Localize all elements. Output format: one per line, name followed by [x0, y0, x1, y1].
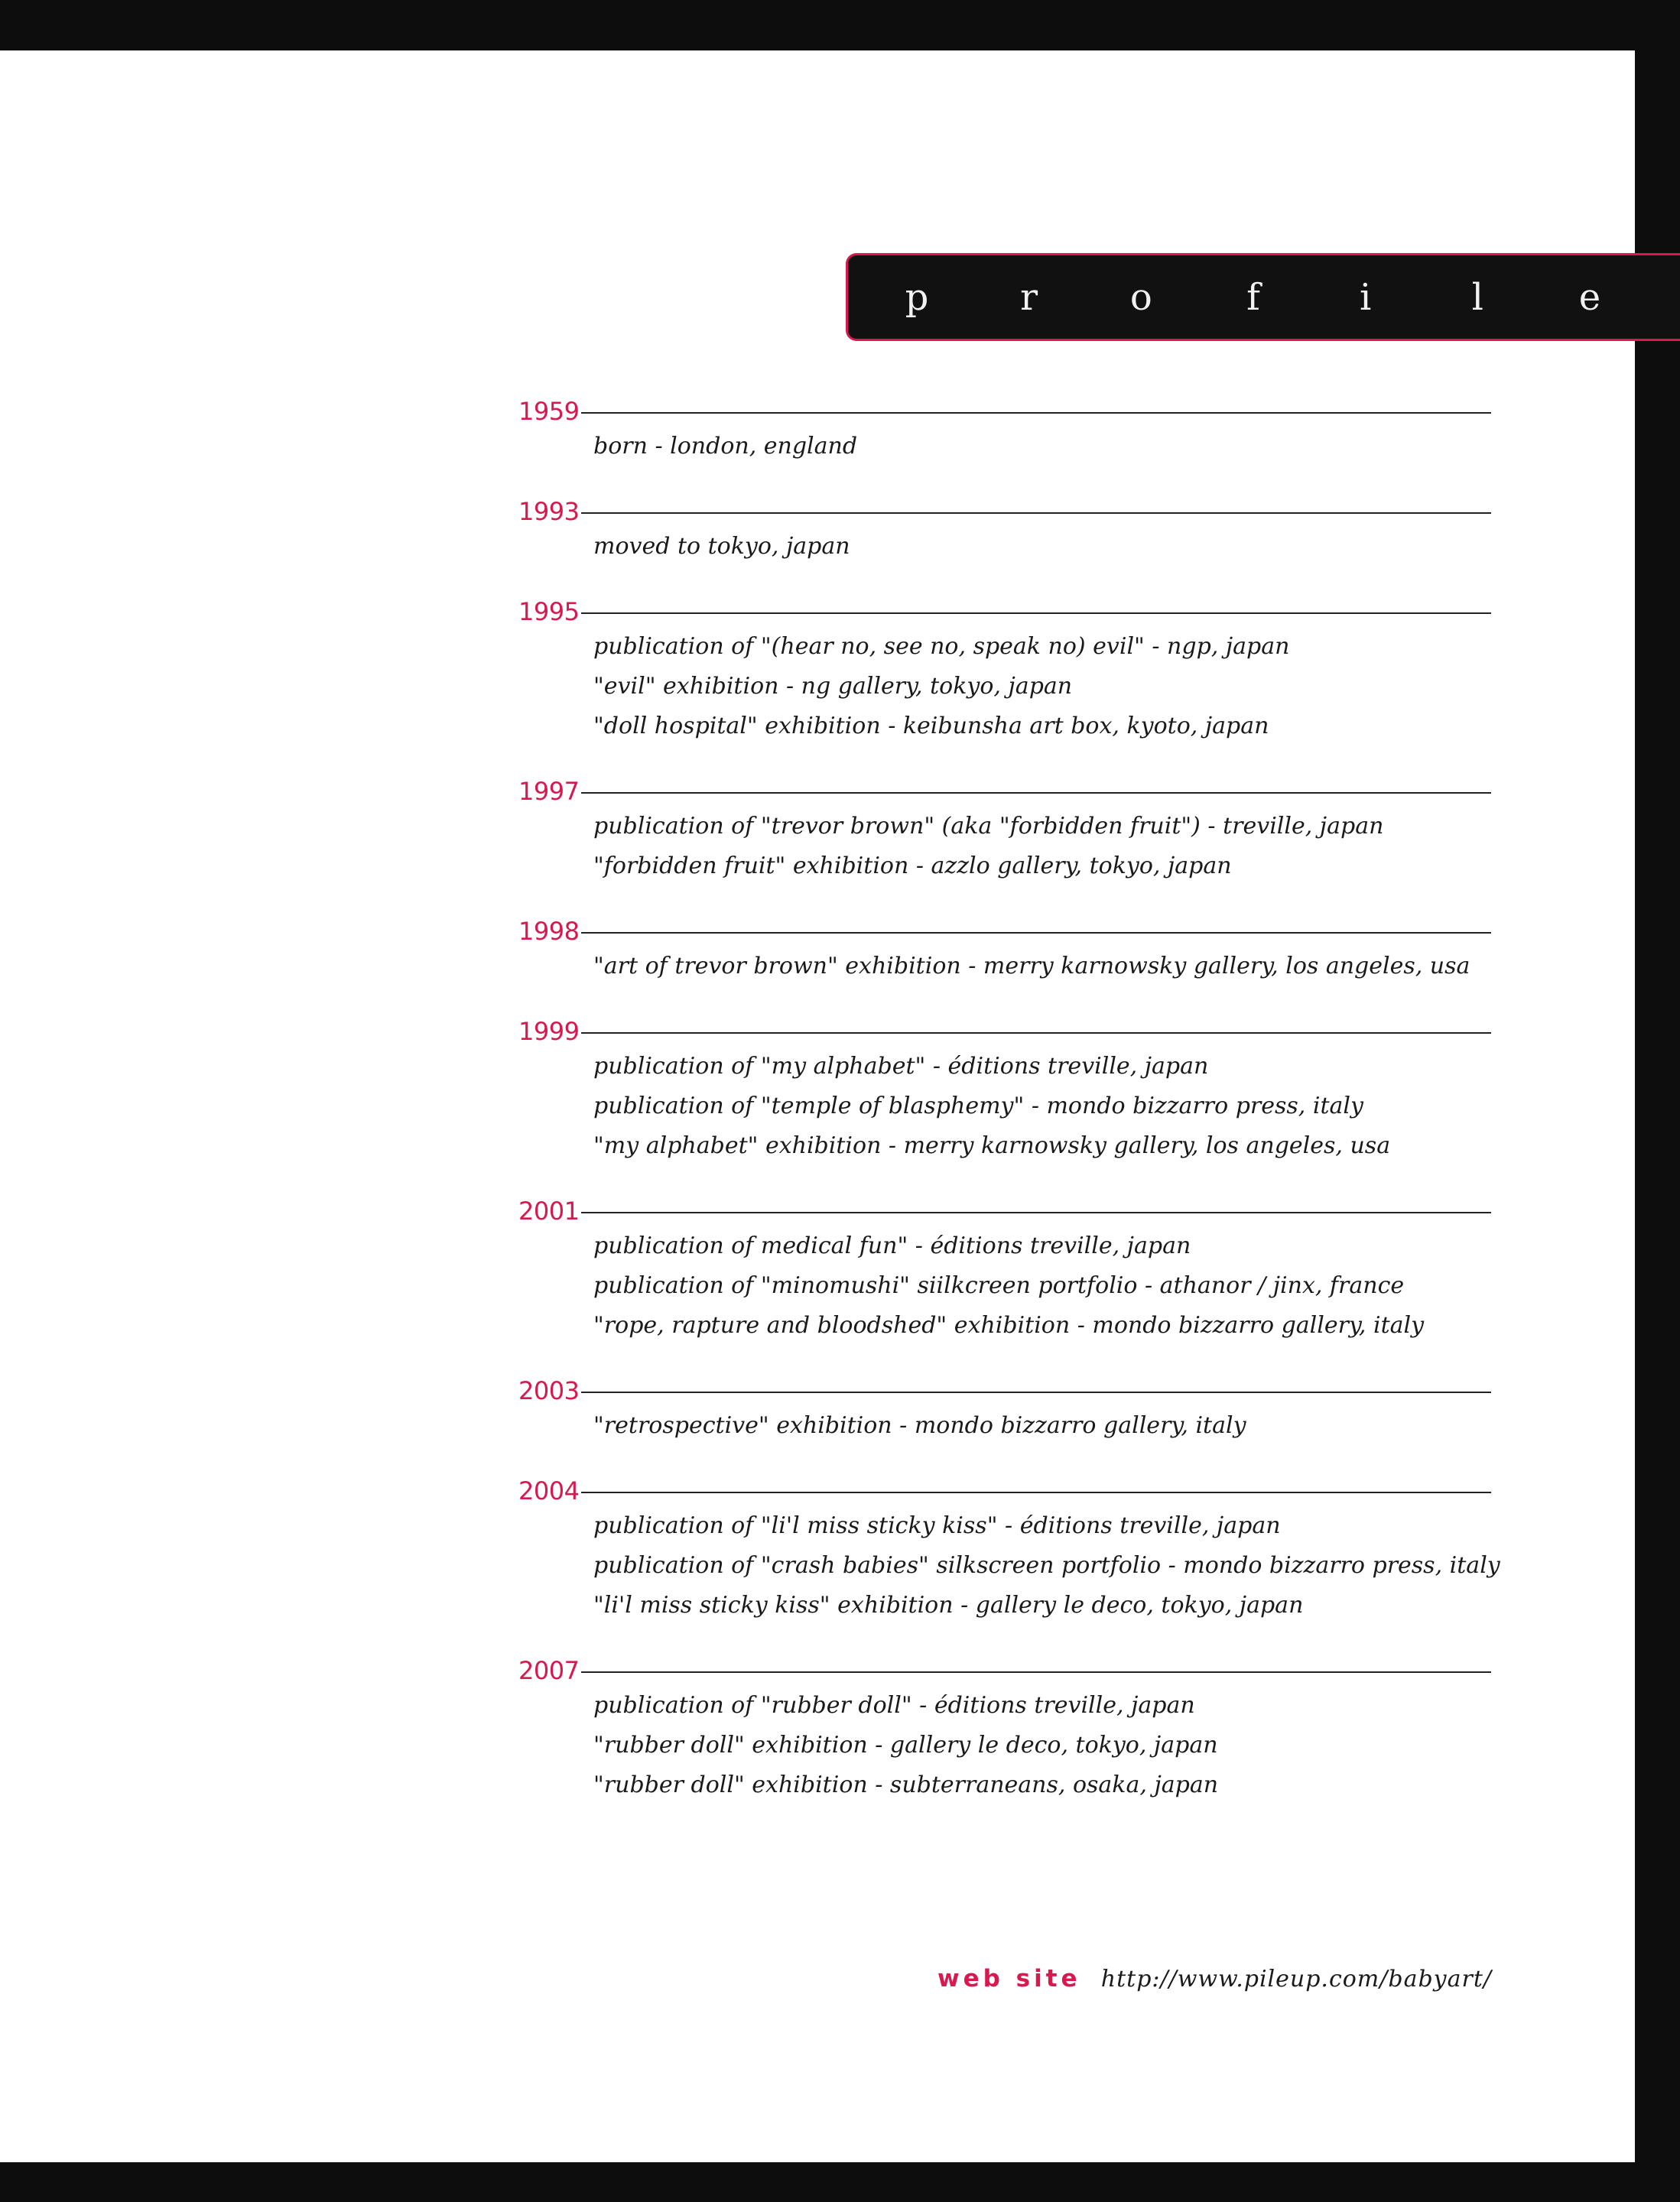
timeline-entry: "rubber doll" exhibition - gallery le deco, tokyo, japan — [593, 1732, 1218, 1759]
year-divider — [581, 1492, 1491, 1493]
timeline-entry: publication of "crash babies" silkscreen portfolio - mondo bizzarro press, italy — [593, 1552, 1500, 1579]
timeline-entry: "retrospective" exhibition - mondo bizzarro gallery, italy — [593, 1412, 1246, 1439]
banner-letter: f — [1246, 275, 1260, 319]
timeline-year-1999 — [518, 1013, 1491, 1166]
year-divider — [581, 932, 1491, 934]
timeline-year-1993 — [518, 493, 1491, 567]
timeline-entry: moved to tokyo, japan — [593, 533, 850, 560]
profile-page — [0, 50, 1635, 2162]
year-label: 1998 — [518, 917, 580, 946]
year-divider — [581, 1212, 1491, 1213]
timeline-year-2003 — [518, 1372, 1491, 1446]
timeline-entry: publication of "trevor brown" (aka "forbidden fruit") - treville, japan — [593, 813, 1384, 840]
year-divider — [581, 512, 1491, 514]
year-divider — [581, 412, 1491, 414]
timeline-entry: publication of "minomushi" siilkcreen portfolio - athanor / jinx, france — [593, 1272, 1405, 1299]
year-label: 2007 — [518, 1656, 580, 1685]
banner-title — [902, 255, 1605, 339]
timeline-year-1997 — [518, 773, 1491, 886]
timeline-entry: "forbidden fruit" exhibition - azzlo gallery, tokyo, japan — [593, 853, 1232, 879]
timeline-entry: publication of "temple of blasphemy" - mondo bizzarro press, italy — [593, 1093, 1363, 1119]
timeline-entry: "my alphabet" exhibition - merry karnowsky gallery, los angeles, usa — [593, 1132, 1391, 1159]
banner-letter: i — [1359, 275, 1372, 319]
timeline-year-2001 — [518, 1193, 1491, 1346]
year-label: 1997 — [518, 777, 580, 806]
year-divider — [581, 1671, 1491, 1673]
year-label: 1993 — [518, 497, 580, 526]
profile-banner — [846, 253, 1680, 341]
timeline-entry: "rubber doll" exhibition - subterraneans, osaka, japan — [593, 1772, 1219, 1798]
timeline-entry: "li'l miss sticky kiss" exhibition - gallery le deco, tokyo, japan — [593, 1592, 1304, 1619]
timeline-year-1998 — [518, 913, 1491, 986]
year-label: 1999 — [518, 1017, 580, 1046]
timeline-entry: publication of medical fun" - éditions treville, japan — [593, 1233, 1191, 1259]
timeline-entry: publication of "(hear no, see no, speak no) evil" - ngp, japan — [593, 633, 1290, 660]
year-label: 2003 — [518, 1376, 580, 1405]
timeline-entry: "art of trevor brown" exhibition - merry karnowsky gallery, los angeles, usa — [593, 953, 1470, 979]
year-label: 1995 — [518, 597, 580, 626]
year-label: 2001 — [518, 1197, 580, 1226]
timeline-entry: born - london, england — [593, 433, 858, 460]
timeline-year-2004 — [518, 1473, 1500, 1626]
year-divider — [581, 612, 1491, 614]
website-label: web site — [937, 1965, 1081, 1993]
website-line — [937, 1960, 1492, 1998]
timeline-entry: "doll hospital" exhibition - keibunsha art box, kyoto, japan — [593, 713, 1269, 739]
timeline-year-1995 — [518, 593, 1491, 746]
timeline-year-1959 — [518, 393, 1491, 466]
banner-letter: e — [1578, 275, 1601, 319]
year-divider — [581, 1392, 1491, 1393]
timeline-entry: "evil" exhibition - ng gallery, tokyo, japan — [593, 673, 1073, 700]
timeline-entry: publication of "my alphabet" - éditions treville, japan — [593, 1053, 1209, 1080]
banner-letter: l — [1471, 275, 1483, 319]
timeline-entry: publication of "rubber doll" - éditions treville, japan — [593, 1692, 1195, 1719]
timeline-entry: publication of "li'l miss sticky kiss" - éditions treville, japan — [593, 1512, 1281, 1539]
banner-letter: r — [1020, 275, 1038, 319]
year-divider — [581, 792, 1491, 794]
year-label: 1959 — [518, 397, 580, 426]
banner-letter: p — [905, 275, 929, 319]
year-label: 2004 — [518, 1476, 580, 1505]
timeline-year-2007 — [518, 1652, 1491, 1805]
website-url[interactable]: http://www.pileup.com/babyart/ — [1100, 1965, 1492, 1993]
timeline-entry: "rope, rapture and bloodshed" exhibition - mondo bizzarro gallery, italy — [593, 1312, 1425, 1339]
banner-letter: o — [1129, 275, 1152, 319]
year-divider — [581, 1032, 1491, 1034]
